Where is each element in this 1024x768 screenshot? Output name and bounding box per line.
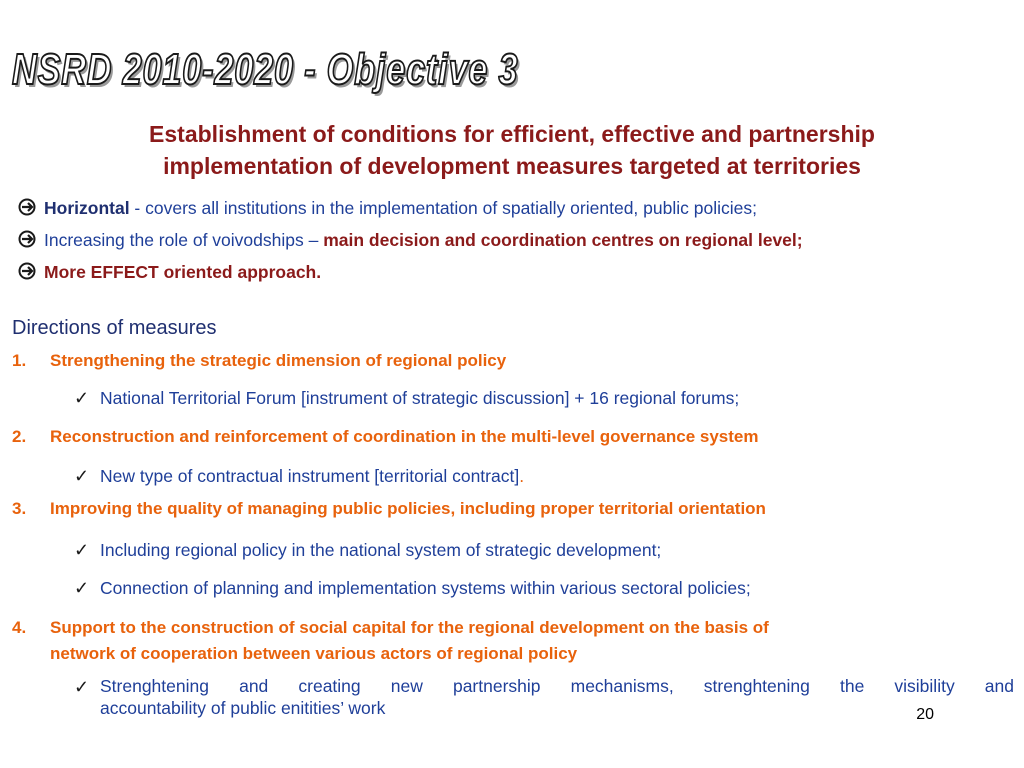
sub-item-bracket: [territorial contract] [374,466,520,486]
slide-subtitle [20,118,1004,182]
subtitle-line-2: implementation of development measures targeted at territories [163,153,861,179]
item-text: Improving the quality of managing public policies, including proper territorial orientation [50,499,766,518]
checkmark-icon: ✓ [74,540,90,560]
sub-item [74,675,1014,723]
item-number: 4. [12,618,27,637]
measure-item-2 [12,424,1012,450]
sub-item-text: New type of contractual instrument [100,466,375,486]
bullet-list [18,196,1008,292]
sub-item-period: . [519,466,525,486]
sub-item [74,464,1014,488]
item-number: 2. [12,427,27,446]
bullet-item [18,260,1008,292]
bullet-lead: Increasing the role of voivodships – [44,230,324,250]
item-number: 3. [12,499,27,518]
sub-item-text: Including regional policy in the national system of strategic development; [100,540,662,560]
item-text-line-2: network of cooperation between various actors of regional policy [50,644,578,663]
item-text: Strengthening the strategic dimension of regional policy [50,351,507,370]
item-number: 1. [12,351,27,370]
sub-item [74,576,1014,600]
measure-item-3 [12,496,1012,522]
arrow-bullet-icon [18,197,38,217]
item-text: Reconstruction and reinforcement of coordination in the multi-level governance system [50,427,759,446]
sub-item [74,386,1014,410]
bullet-text: - covers all institutions in the implementation of spatially oriented, public policies; [129,198,757,218]
bullet-item [18,196,1008,228]
measure-item-4 [12,615,1012,667]
subtitle-line-1: Establishment of conditions for efficient, effective and partnership [149,121,875,147]
checkmark-icon: ✓ [74,578,90,598]
bullet-lead: Horizontal [44,198,130,218]
checkmark-icon: ✓ [74,388,90,408]
sub-item-text-line-1: Strenghtening and creating new partnership mechanisms, strenghtening the visibility and [100,676,1014,696]
sub-item [74,538,1014,562]
measure-item-1 [12,348,1012,374]
sub-item-text-line-2: accountability of public enitities’ work [100,698,386,718]
sub-item-text: Connection of planning and implementation systems within various sectoral policies; [100,578,751,598]
item-text-line-1: Support to the construction of social capital for the regional development on the basis of [50,618,769,637]
bullet-lead: More EFFECT oriented approach. [44,262,322,282]
checkmark-icon: ✓ [74,466,90,486]
checkmark-icon: ✓ [74,677,90,697]
sub-item-text: National Territorial Forum [instrument of strategic discussion] + 16 regional forums; [100,388,740,408]
slide-title: NSRD 2010-2020 - Objective 3 [12,45,519,94]
bullet-item [18,228,1008,260]
bullet-text: main decision and coordination centres on regional level; [323,230,803,250]
directions-heading: Directions of measures [12,317,217,339]
arrow-bullet-icon [18,261,38,281]
arrow-bullet-icon [18,229,38,249]
page-number: 20 [916,706,934,723]
